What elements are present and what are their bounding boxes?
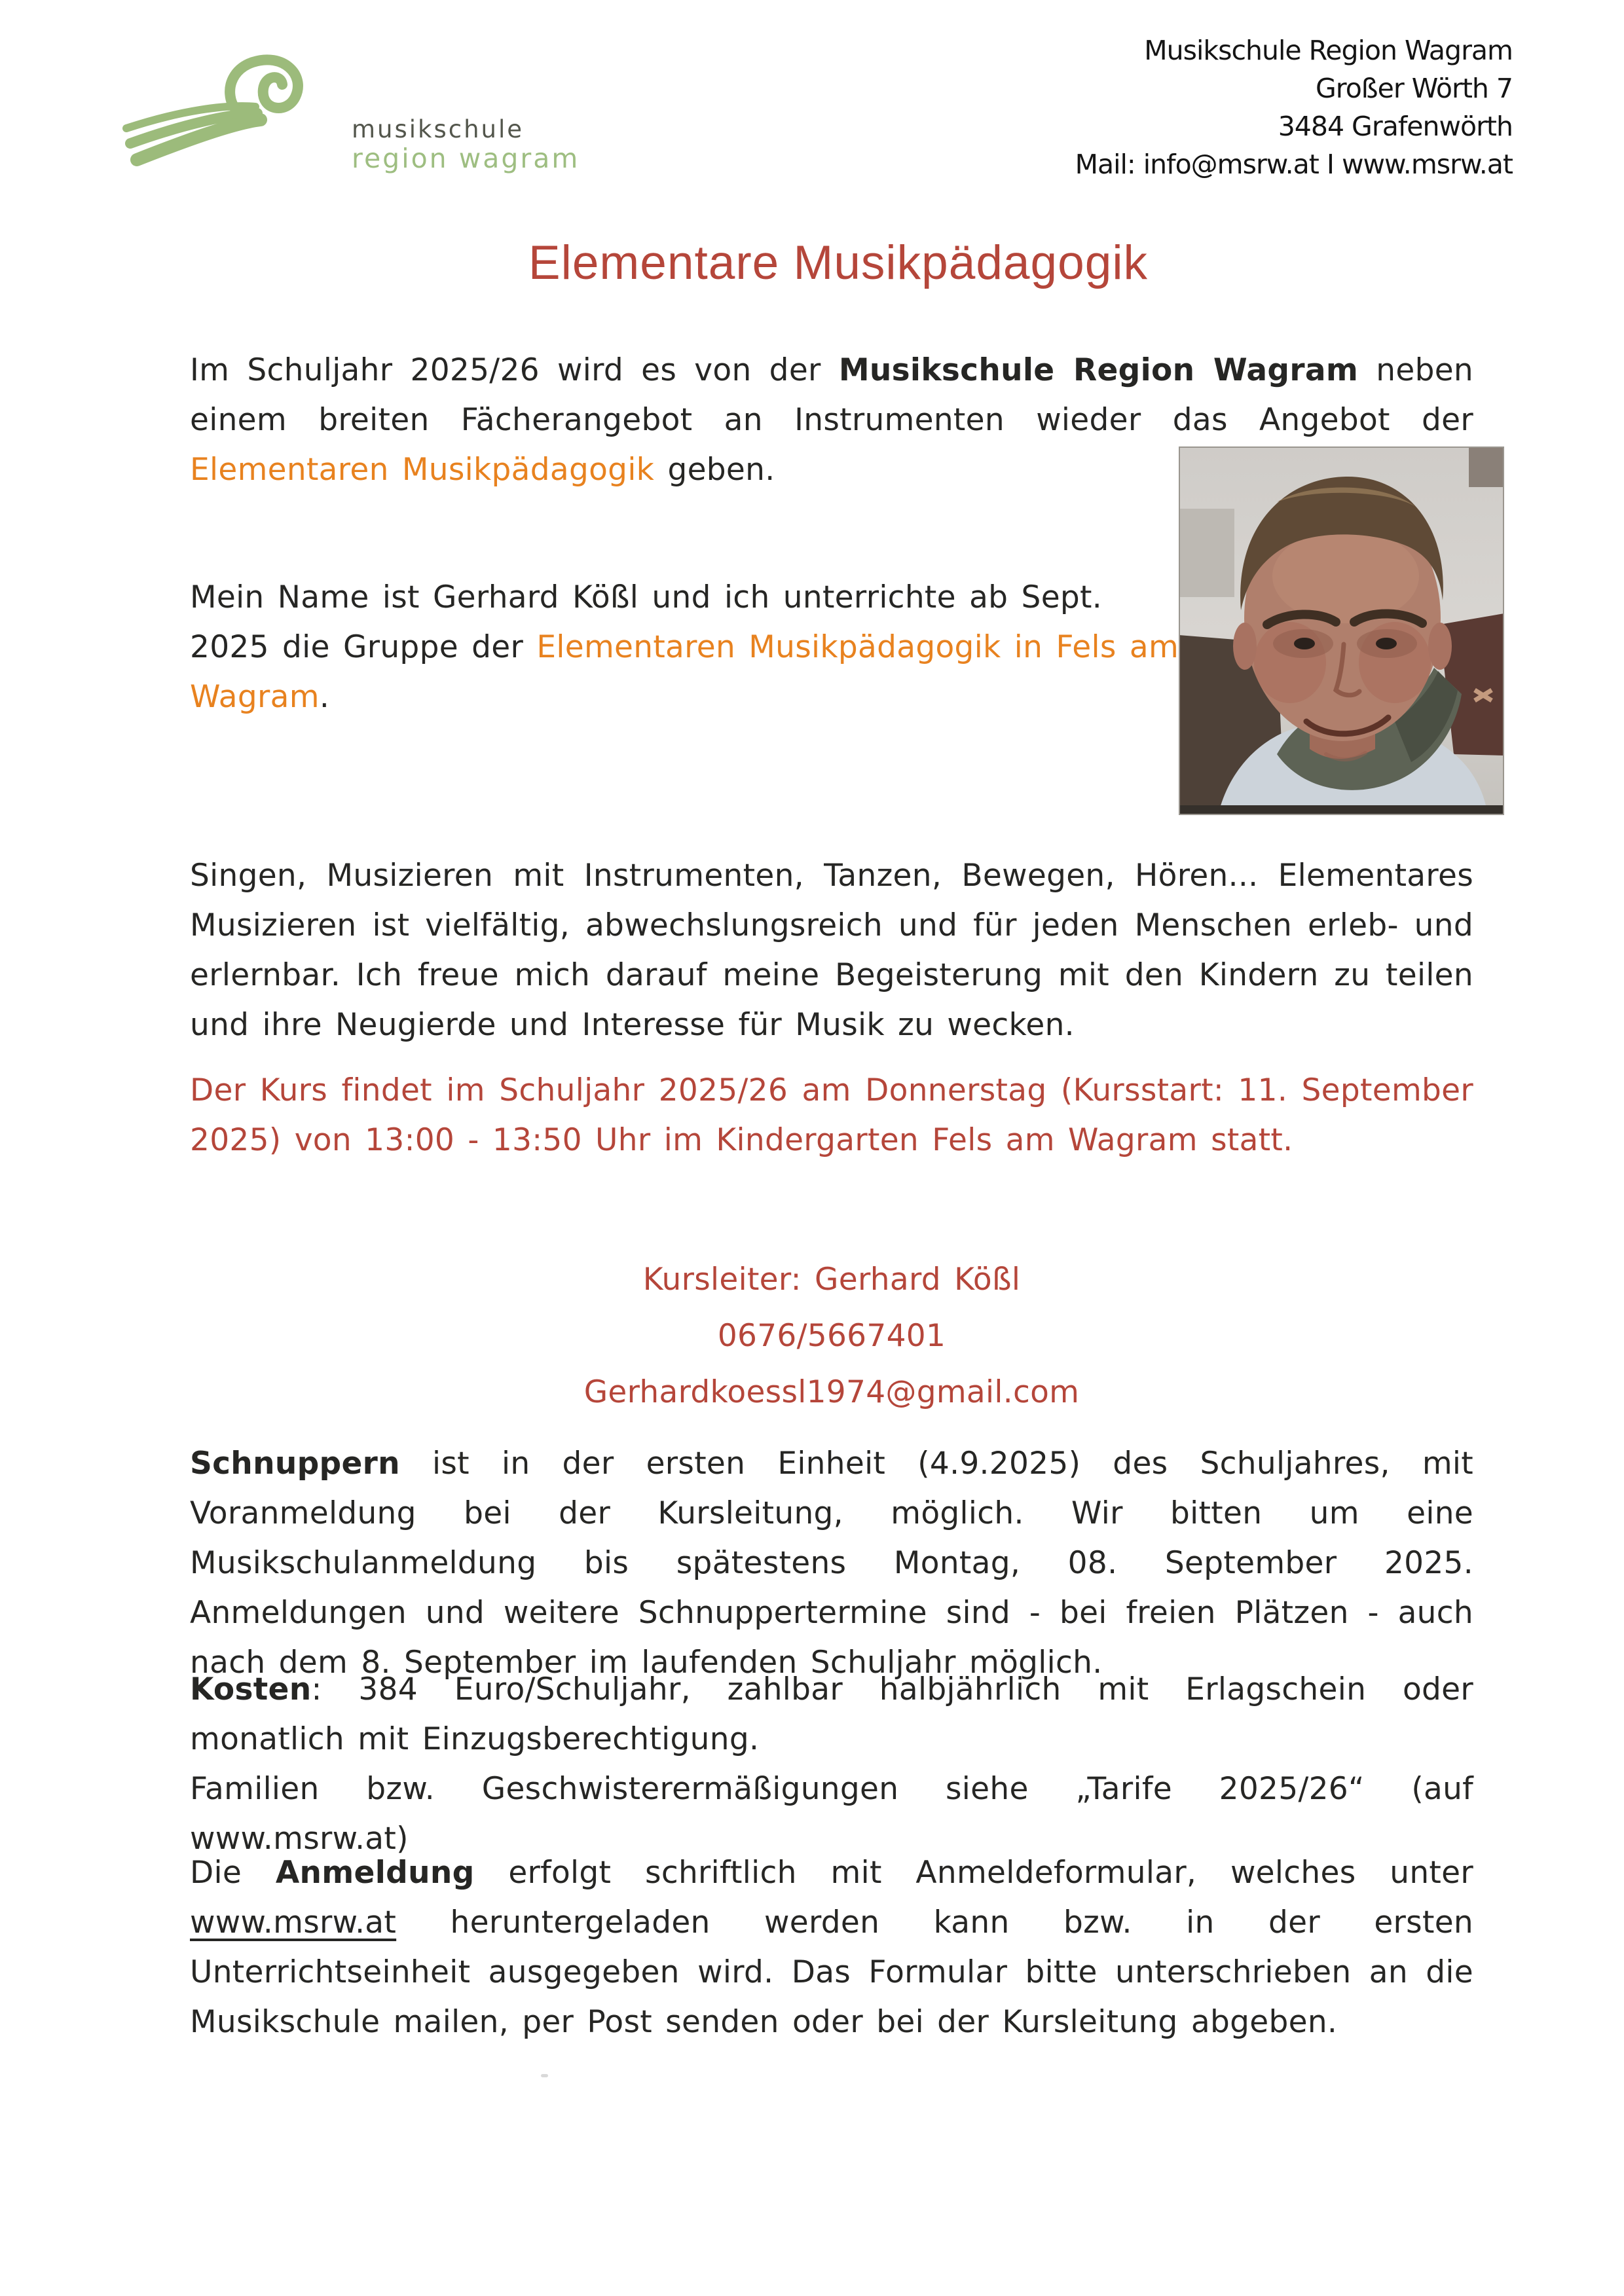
address-line-city: 3484 Grafenwörth	[1278, 111, 1513, 142]
address-line-mail: Mail: info@msrw.at I www.msrw.at	[1075, 149, 1513, 180]
emp-highlight: Elementaren Musikpädagogik	[190, 452, 655, 488]
address-line-street: Großer Wörth 7	[1315, 73, 1513, 104]
reg-segment: Die	[190, 1855, 276, 1891]
trial-keyword-bold: Schnuppern	[190, 1446, 400, 1482]
costs-paragraph	[190, 1665, 1473, 1864]
musikschule-logo	[121, 38, 593, 182]
intro-segment: Im Schuljahr 2025/26 wird es von der	[190, 352, 839, 388]
reg-keyword-bold: Anmeldung	[275, 1855, 475, 1891]
course-leader-photo	[1179, 446, 1504, 815]
scan-artifact	[541, 2074, 548, 2077]
logo-region: region wagram	[352, 143, 580, 174]
teacher-segment: Mein Name ist Gerhard Kößl und ich unterrichte ab Sept. 2025 die Gruppe der	[190, 579, 1103, 665]
trial-segment: ist in der ersten Einheit (4.9.2025) des Schuljahres, mit Voranmeldung bei der Kursleitung, möglich. Wir bitten um eine Musikschulanmeldung bis spätestens Montag, 08. September 2025. Anmeldungen und weitere Schnuppertermine sind - bei freien Plätzen - auch nach dem 8. September im laufenden Schuljahr möglich.	[190, 1446, 1473, 1681]
contact-phone: 0676/5667401	[717, 1318, 946, 1354]
course-info-paragraph: Der Kurs findet im Schuljahr 2025/26 am Donnerstag (Kursstart: 11. September 2025) von 13:00 - 13:50 Uhr im Kindergarten Fels am Wagram statt.	[190, 1072, 1473, 1158]
portrait-image	[1179, 446, 1504, 815]
reg-segment: erfolgt schriftlich mit Anmeldeformular, welches unter	[474, 1855, 1473, 1891]
contact-block	[190, 1252, 1473, 1421]
school-address	[1075, 31, 1513, 183]
logo-name: musikschule	[352, 115, 525, 143]
emp-location-highlight: Elementaren Musikpädagogik in Fels am Wagram	[190, 629, 1179, 715]
trial-paragraph	[190, 1439, 1473, 1688]
address-line-school: Musikschule Region Wagram	[1144, 35, 1513, 66]
costs-keyword-bold: Kosten	[190, 1671, 312, 1707]
teacher-paragraph	[190, 573, 1185, 722]
costs-discount-line: Familien bzw. Geschwisterermäßigungen siehe „Tarife 2025/26“ (auf www.msrw.at)	[190, 1771, 1473, 1857]
contact-leader: Kursleiter: Gerhard Kößl	[642, 1262, 1021, 1298]
costs-segment: : 384 Euro/Schuljahr, zahlbar halbjährlich mit Erlagschein oder monatlich mit Einzugsberechtigung.	[190, 1671, 1473, 1757]
intro-segment: geben.	[654, 452, 775, 488]
teacher-segment: .	[319, 679, 330, 715]
intro-segment: neben einem breiten Fächerangebot an Instrumenten wieder das Angebot der	[190, 352, 1474, 438]
school-name-bold: Musikschule Region Wagram	[838, 352, 1359, 388]
reg-segment: heruntergeladen werden kann bzw. in der ersten Unterrichtseinheit ausgegeben wird. Das Formular bitte unterschrieben an die Musikschule mailen, per Post senden oder bei der Kursleitung abgeben.	[190, 1904, 1473, 2040]
description-paragraph: Singen, Musizieren mit Instrumenten, Tanzen, Bewegen, Hören... Elementares Musizieren ist vielfältig, abwechslungsreich und für jeden Menschen erleb- und erlernbar. Ich freue mich darauf meine Begeisterung mit den Kindern zu teilen und ihre Neugierde und Interesse für Musik zu wecken.	[190, 858, 1473, 1043]
contact-email: Gerhardkoessl1974@gmail.com	[583, 1374, 1080, 1410]
swirl-logo-icon	[121, 43, 337, 168]
page-title: Elementare Musikpädagogik	[528, 236, 1149, 289]
registration-paragraph	[190, 1848, 1473, 2047]
reg-website-underlined: www.msrw.at	[190, 1904, 397, 1941]
